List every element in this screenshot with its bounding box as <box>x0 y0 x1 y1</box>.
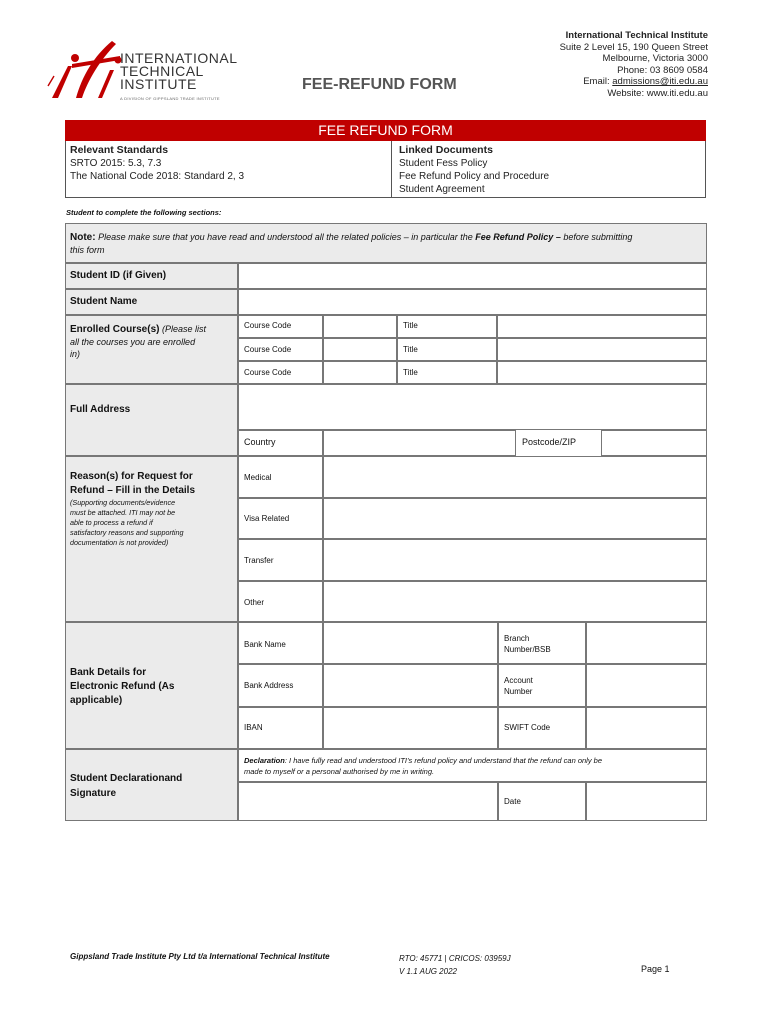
transfer-label: Transfer <box>244 556 274 565</box>
course-title-label: Title <box>403 345 418 354</box>
course-code-input[interactable] <box>323 338 397 361</box>
signature-input[interactable] <box>238 782 498 821</box>
country-label: Country <box>244 437 276 447</box>
note-text: Note: Please make sure that you have read and understood all the related policies – in particular the Fee Refund Policy – before submitting this form <box>70 232 633 255</box>
account-label: Account Number <box>504 676 533 696</box>
course-title-input[interactable] <box>497 338 707 361</box>
swift-input[interactable] <box>586 707 707 749</box>
intro-text: Student to complete the following sections: <box>66 208 222 217</box>
course-code-label: Course Code <box>244 368 292 377</box>
phone: Phone: 03 8609 0584 <box>617 64 708 76</box>
transfer-input[interactable] <box>323 539 707 581</box>
course-title-input[interactable] <box>497 315 707 338</box>
footer-company: Gippsland Trade Institute Pty Ltd t/a International Technical Institute <box>70 952 330 961</box>
course-title-label: Title <box>403 368 418 377</box>
student-id-input[interactable] <box>238 263 707 289</box>
course-code-label: Course Code <box>244 321 292 330</box>
swift-label: SWIFT Code <box>504 723 551 732</box>
branch-input[interactable] <box>586 622 707 664</box>
course-title-input[interactable] <box>497 361 707 384</box>
student-name-label: Student Name <box>70 296 138 307</box>
account-input[interactable] <box>586 664 707 707</box>
address-line-1: Suite 2 Level 15, 190 Queen Street <box>559 41 708 53</box>
postcode-label: Postcode/ZIP <box>522 437 577 447</box>
medical-input[interactable] <box>323 456 707 498</box>
reasons-label: Reason(s) for Request for Refund – Fill in the Details <box>70 471 196 496</box>
footer-rto: RTO: 45771 | CRICOS: 03959J V 1.1 AUG 2022 <box>399 954 511 976</box>
address-line-2: Melbourne, Victoria 3000 <box>602 53 708 65</box>
declaration-title: Student Declarationand Signature <box>70 773 183 799</box>
date-label: Date <box>504 797 521 806</box>
student-name-input[interactable] <box>238 289 707 315</box>
email-link[interactable]: admissions@iti.edu.au <box>612 76 708 88</box>
relevant-standards: Relevant Standards SRTO 2015: 5.3, 7.3 The National Code 2018: Standard 2, 3 <box>70 144 245 182</box>
contact-block <box>560 30 708 100</box>
bank-address-input[interactable] <box>323 664 498 707</box>
logo-tagline: A DIVISION OF GIPPSLAND TRADE INSTITUTE <box>120 96 220 101</box>
iban-input[interactable] <box>323 707 498 749</box>
form-title-bar: FEE REFUND FORM <box>65 120 706 141</box>
bank-details-label: Bank Details for Electronic Refund (As applicable) <box>70 667 175 706</box>
page-number: Page 1 <box>641 964 670 974</box>
website: Website: www.iti.edu.au <box>607 87 708 99</box>
reasons-hint: (Supporting documents/evidence must be attached. ITI may not be able to process a refund if satisfactory reasons and supporting documentation is not provided) <box>70 498 184 547</box>
postcode-input[interactable] <box>601 430 707 456</box>
date-input[interactable] <box>586 782 707 821</box>
course-code-label: Course Code <box>244 345 292 354</box>
branch-label: Branch Number/BSB <box>504 634 551 654</box>
logo-wordmark: INTERNATIONAL TECHNICAL INSTITUTE <box>120 50 238 92</box>
country-input[interactable] <box>323 430 516 456</box>
bank-address-label: Bank Address <box>244 681 294 690</box>
full-address-label: Full Address <box>70 404 131 415</box>
iban-label: IBAN <box>244 723 263 732</box>
other-label: Other <box>244 598 265 607</box>
medical-label: Medical <box>244 473 272 482</box>
other-input[interactable] <box>323 581 707 622</box>
visa-input[interactable] <box>323 498 707 539</box>
org-name: International Technical Institute <box>565 30 708 41</box>
declaration-text: Declaration: I have fully read and understood ITI’s refund policy and understand that the refund can only be made to myself or a personal authorised by me in writing. <box>244 756 603 776</box>
full-address-label-cell <box>65 384 238 456</box>
linked-documents: Linked Documents Student Fess Policy Fee Refund Policy and Procedure Student Agreement <box>399 144 550 195</box>
bank-name-input[interactable] <box>323 622 498 664</box>
course-code-input[interactable] <box>323 315 397 338</box>
bank-name-label: Bank Name <box>244 640 286 649</box>
standards-divider <box>391 141 392 198</box>
student-id-label: Student ID (if Given) <box>70 270 167 281</box>
course-code-input[interactable] <box>323 361 397 384</box>
form-heading: FEE-REFUND FORM <box>302 76 457 93</box>
visa-label: Visa Related <box>244 514 290 523</box>
full-address-input[interactable] <box>238 384 707 430</box>
email-line: Email: admissions@iti.edu.au <box>583 76 708 88</box>
enrolled-courses-label: Enrolled Course(s) (Please list all the courses you are enrolled in) <box>70 324 206 359</box>
course-title-label: Title <box>403 321 418 330</box>
